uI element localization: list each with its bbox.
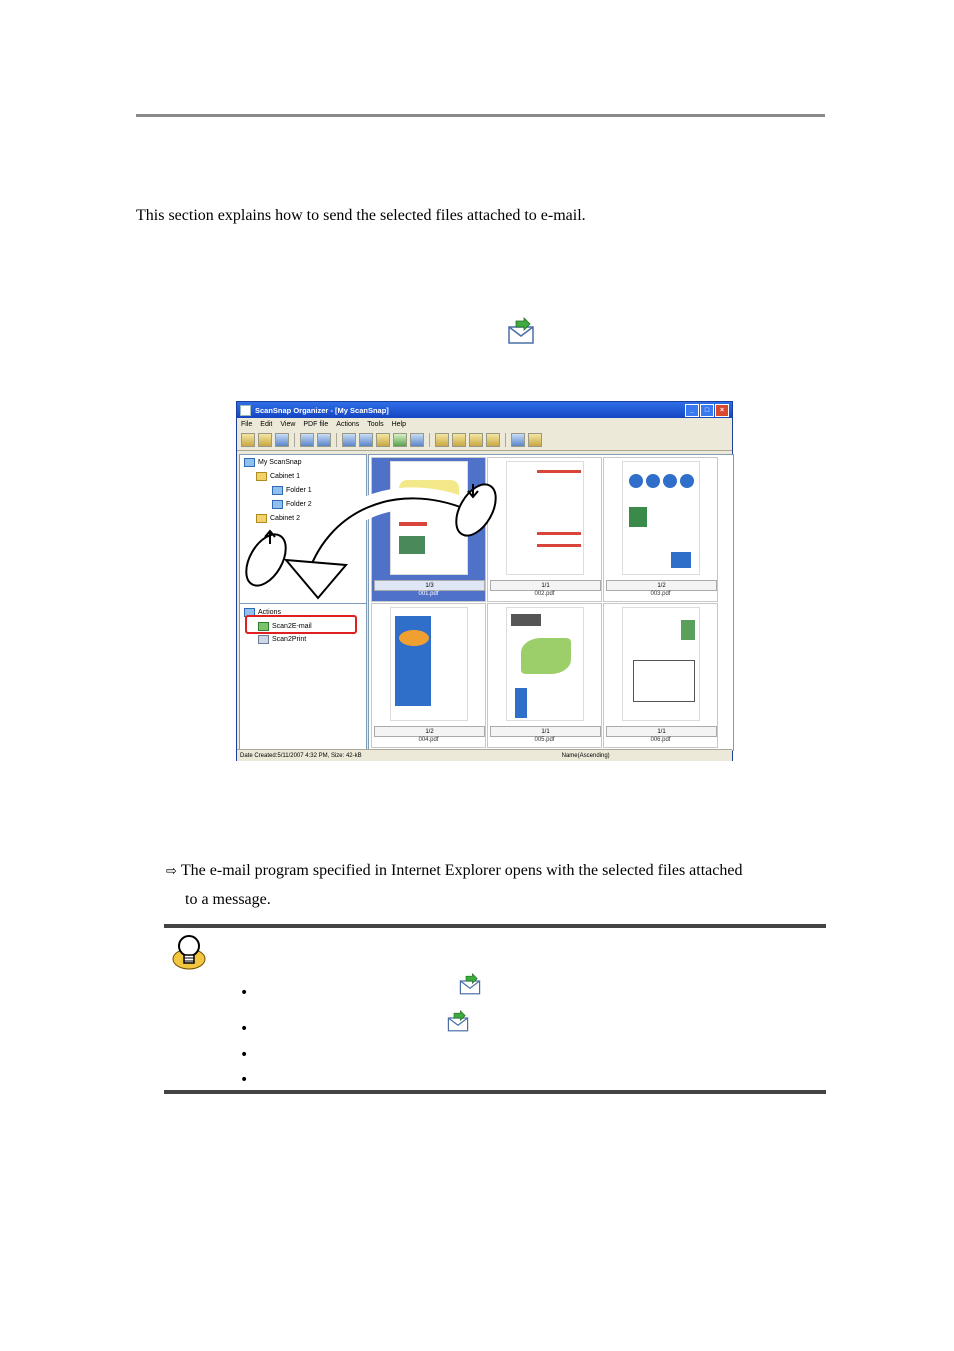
ocr-icon[interactable] <box>469 433 483 447</box>
scan2email-icon <box>506 317 536 347</box>
result-arrow-icon: ⇨ <box>166 864 177 879</box>
status-file-info: Date Created:5/11/2007 4:32 PM, Size: 42-kB <box>240 752 362 759</box>
save-icon[interactable] <box>275 433 289 447</box>
toolbar-divider <box>294 433 295 447</box>
cabinet-2-label: Cabinet 2 <box>270 515 300 522</box>
minimize-button[interactable]: _ <box>685 404 699 417</box>
menu-tools[interactable]: Tools <box>367 420 384 428</box>
file-name: 004.pdf <box>418 737 439 743</box>
result-line-2: to a message. <box>185 891 271 908</box>
actions-header-label: Actions <box>258 609 281 616</box>
menu-view[interactable]: View <box>280 420 296 428</box>
settings-icon[interactable] <box>486 433 500 447</box>
result-line-1: The e-mail program specified in Internet Explorer opens with the selected files attached <box>180 862 743 879</box>
markup-icon[interactable] <box>435 433 449 447</box>
page-preview <box>622 607 700 721</box>
new-cabinet-icon[interactable] <box>241 433 255 447</box>
page-navigator[interactable] <box>490 580 601 591</box>
view-icon[interactable] <box>300 433 314 447</box>
hint-bullet-2: • <box>240 1021 249 1037</box>
tree-root-label: My ScanSnap <box>258 459 302 466</box>
scan2email-icon <box>458 973 482 997</box>
file-thumbnail-006[interactable] <box>603 603 718 748</box>
word-icon[interactable] <box>342 433 356 447</box>
page-navigator[interactable] <box>606 726 717 737</box>
file-thumbnail-003[interactable] <box>603 457 718 602</box>
excel-icon[interactable] <box>359 433 373 447</box>
close-button[interactable]: × <box>715 404 729 417</box>
menu-edit[interactable]: Edit <box>260 420 273 428</box>
hint-bottom-rule <box>164 1090 826 1094</box>
menu-help[interactable]: Help <box>391 420 407 428</box>
page-preview <box>622 461 700 575</box>
header-rule <box>136 114 825 117</box>
page-preview <box>506 607 584 721</box>
email-icon[interactable] <box>393 433 407 447</box>
rotate-icon[interactable] <box>317 433 331 447</box>
scan2email-highlight <box>245 615 357 634</box>
status-bar <box>237 749 732 761</box>
folder-2-label: Folder 2 <box>286 501 312 508</box>
my-scansnap-icon <box>244 458 255 467</box>
menu-file[interactable]: File <box>241 420 253 428</box>
file-name: 002.pdf <box>534 591 555 597</box>
scanner-icon[interactable] <box>511 433 525 447</box>
file-thumbnail-005[interactable] <box>487 603 602 748</box>
page-indicator: 1/3 <box>425 582 434 589</box>
toolbar-divider <box>336 433 337 447</box>
page-navigator[interactable] <box>606 580 717 591</box>
menu-bar <box>237 418 732 430</box>
app-icon <box>240 405 251 416</box>
menu-actions[interactable]: Actions <box>336 420 360 428</box>
intro-text: This section explains how to send the selected files attached to e-mail. <box>136 207 586 224</box>
hint-bullet-1: • <box>240 985 249 1001</box>
cabinet-1-label: Cabinet 1 <box>270 473 300 480</box>
action-scan2print-label: Scan2Print <box>272 636 307 643</box>
search-icon[interactable] <box>376 433 390 447</box>
page-indicator: 1/1 <box>541 582 550 589</box>
page-indicator: 1/2 <box>425 728 434 735</box>
menu-pdf-file[interactable]: PDF file <box>303 420 329 428</box>
tree-root[interactable] <box>244 458 302 467</box>
status-sort-order: Name(Ascending) <box>561 752 610 759</box>
action-scan2email-label: Scan2E-mail <box>272 623 312 630</box>
file-name: 001.pdf <box>418 591 439 597</box>
toolbar-divider <box>505 433 506 447</box>
page-preview <box>390 607 468 721</box>
page-indicator: 1/1 <box>657 728 666 735</box>
window-titlebar <box>237 402 732 418</box>
hint-top-rule <box>164 924 826 928</box>
keyword-icon[interactable] <box>452 433 466 447</box>
help-icon[interactable] <box>528 433 542 447</box>
file-name: 003.pdf <box>650 591 671 597</box>
file-name: 005.pdf <box>534 737 555 743</box>
toolbar <box>237 430 732 451</box>
hint-bullet-4: • <box>240 1072 249 1088</box>
hint-lightbulb-icon <box>172 933 206 973</box>
result-text <box>166 857 816 914</box>
hint-bullet-3: • <box>240 1047 249 1063</box>
page-indicator: 1/2 <box>657 582 666 589</box>
scan2email-icon <box>446 1010 470 1034</box>
printer-icon <box>258 635 269 644</box>
folder-1-label: Folder 1 <box>286 487 312 494</box>
maximize-button[interactable]: □ <box>700 404 714 417</box>
window-title: ScanSnap Organizer - [My ScanSnap] <box>255 405 389 415</box>
page-navigator[interactable] <box>490 726 601 737</box>
file-name: 006.pdf <box>650 737 671 743</box>
new-folder-icon[interactable] <box>258 433 272 447</box>
page-indicator: 1/1 <box>541 728 550 735</box>
toolbar-divider <box>429 433 430 447</box>
drag-arrowhead <box>286 560 346 598</box>
file-thumbnail-004[interactable] <box>371 603 486 748</box>
print-icon[interactable] <box>410 433 424 447</box>
page-navigator[interactable] <box>374 726 485 737</box>
action-scan2print[interactable] <box>258 635 306 644</box>
page-preview <box>506 461 584 575</box>
drag-illustration <box>236 470 506 600</box>
